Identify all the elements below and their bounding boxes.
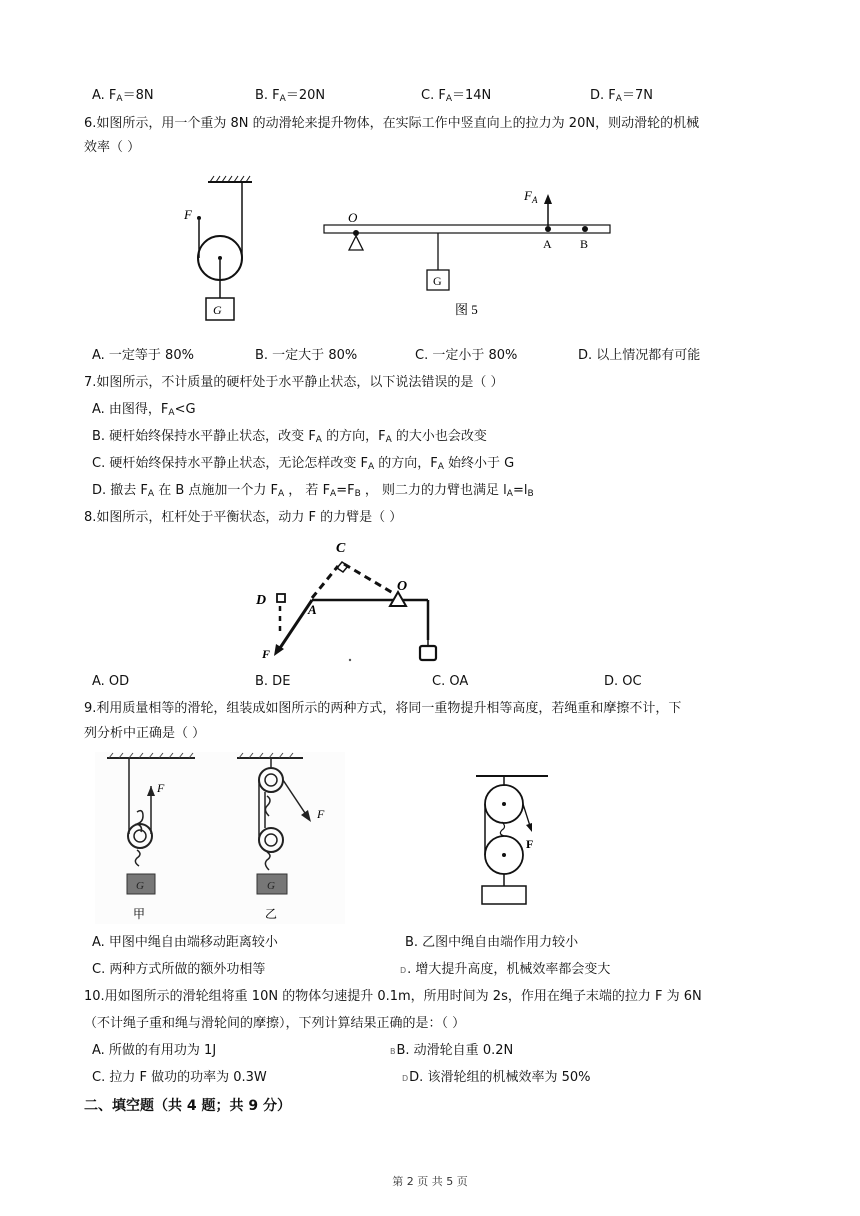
q8-d-label: D (256, 593, 267, 608)
q10-stem-line1: 10.用如图所示的滑轮组将重 10N 的物体匀速提升 0.1m，所用时间为 2s，作用在绳子末端的拉力 F 为 6N (84, 989, 702, 1004)
q8-stem: 8.如图所示，杠杆处于平衡状态，动力 F 的力臂是（ ） (84, 510, 403, 525)
q9-option-c: C. 两种方式所做的额外功相等 (92, 962, 266, 977)
q7-option-b: B. 硬杆始终保持水平静止状态，改变 $F_A$ 的方向，$F_A$ 的大小也会改变 (92, 429, 487, 445)
q8-o-label: O (397, 579, 408, 594)
figure-5-caption: 图 5 (455, 302, 478, 317)
lever-o-label: O (348, 210, 358, 225)
lever-b-label: B (580, 237, 589, 251)
q9-right-f-label: F (526, 837, 534, 851)
q9-jia-f-label: F (157, 781, 165, 795)
q8-option-b: B. DE (255, 674, 291, 689)
q8-option-c: C. OA (432, 674, 469, 689)
q8-c-label: C (336, 541, 346, 556)
q7-stem: 7.如图所示，不计质量的硬杆处于水平静止状态，以下说法错误的是（ ） (84, 375, 504, 390)
q10-option-c: C. 拉力 F 做功的功率为 0.3W (92, 1070, 267, 1085)
q9-jia-label: 甲 (133, 907, 146, 921)
q6-pulley-figure (170, 170, 270, 330)
q9-option-d: D. 增大提升高度，机械效率都会变大 (400, 962, 611, 977)
q9-yi-g-label: G (267, 880, 275, 892)
q7-option-d: D. 撤去 $F_A$ 在 B 点施加一个力 $F_A$ ， 若 $F_A=F_B$ ， 则二力的力臂也满足 $l_A=l_B$ (92, 483, 534, 499)
q9-jia-g-label: G (136, 880, 144, 892)
q8-option-d: D. OC (604, 674, 642, 689)
q10-stem-line2: （不计绳子重和绳与滑轮间的摩擦），下列计算结果正确的是：（ ） (84, 1016, 466, 1031)
q8-option-a: A. OD (92, 674, 130, 689)
q5-option-b: B. $F_A=20N$ (255, 88, 326, 104)
q7-option-a: A. 由图得，$F_A<G$ (92, 402, 196, 418)
q6-stem-line1: 6.如图所示，用一个重为 8N 的动滑轮来提升物体，在实际工作中竖直向上的拉力为 20N，则动滑轮的机械 (84, 116, 700, 131)
q9-option-b: B. 乙图中绳自由端作用力较小 (405, 935, 579, 950)
q9-stem-line2: 列分析中正确是（ ） (84, 726, 206, 741)
q9-stem-line1: 9.利用质量相等的滑轮，组装成如图所示的两种方式，将同一重物提升相等高度，若绳重和摩擦不计，下 (84, 701, 682, 716)
lever-a-label: A (543, 237, 552, 251)
q9-yi-label: 乙 (265, 907, 278, 921)
q5-option-c: C. $F_A=14N$ (421, 88, 492, 104)
lever-fa-label: $F_A$ (524, 188, 538, 205)
q9-yi-f-label: F (317, 807, 325, 821)
q6-fig1-f-label: F (184, 207, 192, 222)
q10-option-a: A. 所做的有用功为 1J (92, 1043, 217, 1058)
page-footer: 第 2 页 共 5 页 (392, 1175, 468, 1188)
q9-option-a: A. 甲图中绳自由端移动距离较小 (92, 935, 278, 950)
lever-g-label: G (433, 274, 442, 288)
q6-option-c: C. 一定小于 80% (415, 348, 518, 363)
q10-option-d: DD. 该滑轮组的机械效率为 50% (402, 1070, 591, 1085)
q6-option-d: D. 以上情况都有可能 (578, 348, 701, 363)
lever-figure-5 (318, 180, 618, 320)
q7-option-c: C. 硬杆始终保持水平静止状态，无论怎样改变 $F_A$ 的方向，$F_A$ 始终小于 G (92, 456, 515, 472)
q8-lever-figure (250, 530, 450, 670)
q5-option-a: A. $F_A=8N$ (92, 88, 154, 104)
q6-option-a: A. 一定等于 80% (92, 348, 194, 363)
q9-pulley-figure-jia-yi (95, 752, 345, 924)
q10-option-b: BB. 动滑轮自重 0.2N (390, 1043, 514, 1058)
q5-option-d: D. $F_A=7N$ (590, 88, 653, 104)
q6-fig1-g-label: G (213, 303, 222, 317)
q9-pulley-figure-right (470, 770, 560, 910)
q6-option-b: B. 一定大于 80% (255, 348, 358, 363)
section-heading-fill-in: 二、填空题（共 4 题；共 9 分） (84, 1098, 291, 1114)
q8-a-label: A (308, 602, 317, 617)
q6-stem-line2: 效率（ ） (84, 140, 141, 155)
q8-f-label: F (262, 647, 271, 661)
